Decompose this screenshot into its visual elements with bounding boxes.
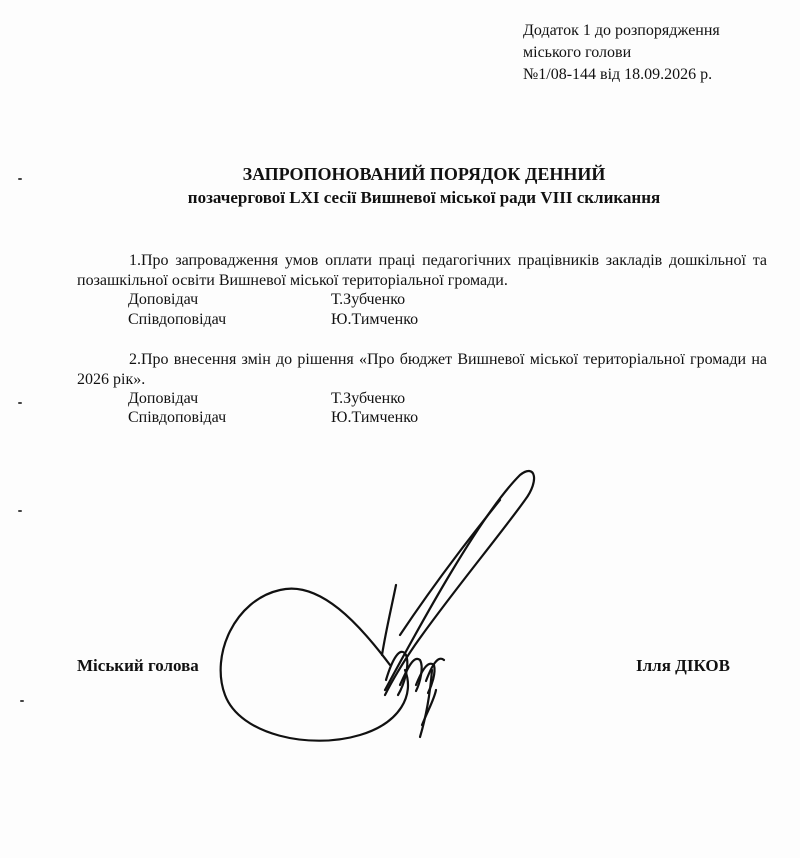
scan-speck <box>20 700 24 702</box>
agenda-item-1-coreporter-label: Співдоповідач <box>128 311 227 328</box>
agenda-item-1-coreporter-name: Ю.Тимченко <box>331 311 419 328</box>
appendix-line-2: міського голови <box>523 44 632 61</box>
agenda-item-1-reporter-name: Т.Зубченко <box>331 291 406 308</box>
appendix-line-3: №1/08-144 від 18.09.2026 р. <box>523 66 713 83</box>
agenda-item-1: 1.Про запровадження умов оплати праці педагогічних працівників закладів дошкільної та позашкільної освіти Вишневої міської територіальної громади. <box>77 252 767 289</box>
agenda-item-2-coreporter-name: Ю.Тимченко <box>331 409 419 426</box>
appendix-note <box>523 20 720 86</box>
agenda-item-2-reporter-name: Т.Зубченко <box>331 390 406 407</box>
scan-speck <box>18 402 22 404</box>
appendix-line-1: Додаток 1 до розпорядження <box>523 22 720 39</box>
mayor-name: Ілля ДІКОВ <box>636 656 730 675</box>
scan-speck <box>18 510 22 512</box>
agenda-item-1-reporter-label: Доповідач <box>128 291 199 308</box>
mayor-position-label: Міський голова <box>77 656 199 675</box>
document-subtitle: позачергової LXI сесії Вишневої міської ради VIII скликання <box>187 188 661 207</box>
agenda-item-2-reporter-label: Доповідач <box>128 390 199 407</box>
agenda-item-2-coreporter-label: Співдоповідач <box>128 409 227 426</box>
scan-speck <box>18 178 22 180</box>
document-title: ЗАПРОПОНОВАНИЙ ПОРЯДОК ДЕННИЙ <box>242 164 606 184</box>
handwritten-signature-icon <box>200 455 540 755</box>
agenda-item-2: 2.Про внесення змін до рішення «Про бюджет Вишневої міської територіальної громади на 2026 рік». <box>77 351 767 388</box>
